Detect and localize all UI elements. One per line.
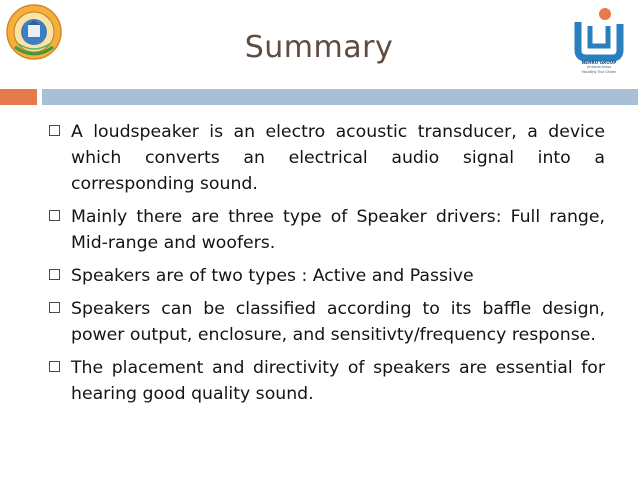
svg-text:Moulding True Citizen: Moulding True Citizen [581, 70, 617, 74]
square-bullet-icon [49, 361, 60, 372]
svg-text:OF INSTITUTIONS: OF INSTITUTIONS [586, 65, 612, 69]
square-bullet-icon [49, 269, 60, 280]
slide-title: Summary [244, 30, 394, 65]
accent-bar-orange [0, 89, 37, 105]
bullet-item [49, 119, 605, 197]
bullet-text: Speakers can be classified according to its baffle design, power output, enclosure, and sensitivty/frequency response. [71, 299, 605, 345]
square-bullet-icon [49, 210, 60, 221]
bullet-item [49, 204, 605, 256]
bullet-text: Speakers are of two types : Active and Passive [71, 266, 474, 286]
bullet-text: A loudspeaker is an electro acoustic transducer, a device which converts an electrical audio signal into a corresponding sound. [71, 122, 605, 194]
bullet-item [49, 263, 605, 289]
bullet-text: The placement and directivity of speakers are essential for hearing good quality sound. [71, 358, 605, 404]
accent-bar-blue [42, 89, 638, 105]
square-bullet-icon [49, 125, 60, 136]
bullet-list [49, 119, 605, 414]
bullet-item [49, 296, 605, 348]
svg-text:NEHRU GROUP: NEHRU GROUP [581, 60, 617, 65]
square-bullet-icon [49, 302, 60, 313]
bullet-item [49, 355, 605, 407]
bullet-text: Mainly there are three type of Speaker drivers: Full range, Mid-range and woofers. [71, 207, 605, 253]
